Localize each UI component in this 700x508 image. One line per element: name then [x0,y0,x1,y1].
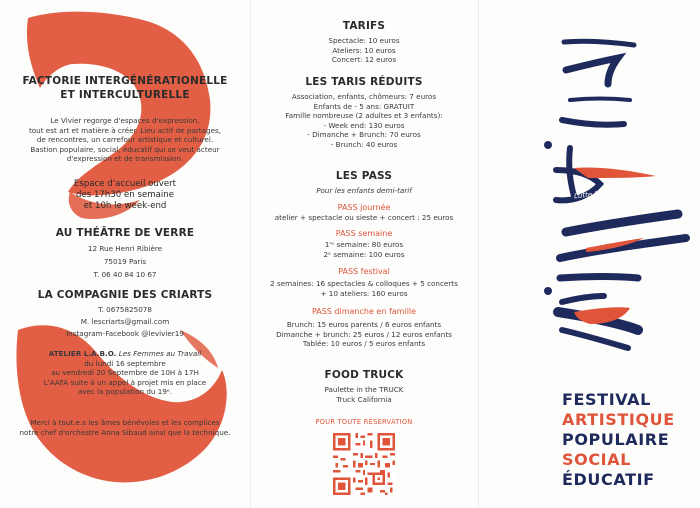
pass-dimanche-list [250,320,478,349]
intro-line: de rencontres, un carrefour artistique et culturel. [36,135,214,145]
atelier-line: avec la population du 19ᵉ. [77,387,173,397]
pass-dimanche-title: PASS dimanche en famille [311,307,417,316]
tarifs-list [250,36,478,65]
festival-word: SOCIAL [562,450,631,469]
venue-street: 12 Rue Henri Ribière [87,244,163,253]
company-social[interactable]: Instagram-Facebook @levivier19 [66,329,184,338]
company-contact [0,304,250,340]
reduced-rate-item: Enfants de - 5 ans: GRATUIT [313,101,415,111]
pass-festival-list [250,279,478,298]
venue-city: 75019 Paris [103,257,147,266]
hours-line: des 17h30 en semaine [76,190,174,200]
food-truck-list [250,385,478,404]
factorie-heading-line2: ET INTERCULTURELLE [60,89,190,101]
intro-line: tout est art et matière à créer. Lieu actif de partages, [28,125,222,135]
thanks-line: Merci à tout.e.s les âmes bénévoles et les complices [30,418,220,427]
pass-semaine-item: 1ʳᵉ semaine: 80 euros [324,240,404,249]
pass-festival-item: 2 semaines: 16 spectacles & colloques + 5 concerts [270,279,458,288]
intro-line: Le Vivier regorge d'espaces d'expression, [50,116,200,125]
pass-heading: LES PASS [335,170,393,182]
pass-semaine-item: 2ᵉ semaine: 100 euros [323,249,405,259]
food-truck-item: Truck California [336,394,392,404]
tarif-item: Ateliers: 10 euros [332,45,396,55]
festival-word: ARTISTIQUE [562,410,675,429]
left-panel [0,0,250,508]
reduced-rate-item: - Dimanche + Brunch: 70 euros [307,130,421,140]
reduced-rate-item: - Week end: 130 euros [323,120,405,130]
food-truck-item: Paulette in the TRUCK [324,385,404,394]
company-heading: LA COMPAGNIE DES CRIARTS [37,289,213,301]
food-truck-heading: FOOD TRUCK [324,369,404,381]
tarif-item: Concert: 12 euros [331,55,397,65]
opening-hours [0,179,250,212]
logo-tagline: Lutte Engagée [573,187,626,201]
hours-line: Espace d'accueil ouvert [73,179,177,189]
tarifs-heading: TARIFS [342,20,386,32]
atelier-line: au vendredi 20 Septembre de 10H à 17H [51,368,199,378]
reduced-rate-item: Association, enfants, chômeurs: 7 euros [291,92,437,101]
atelier-name: ATELIER L.A.B.O. [48,349,117,358]
thanks-paragraph [0,418,250,437]
venue-address [0,242,250,281]
pass-festival-item: + 10 ateliers: 160 euros [320,288,408,298]
intro-line: d'expression et de transmission. [66,154,184,164]
reduced-rates-heading: LES TARIS RÉDUITS [305,76,423,88]
company-email[interactable]: M. lescriarts@gmail.com [80,317,170,326]
hours-line: et 10h le week-end [83,201,167,211]
intro-line: Bastion populaire, social, éducatif qui se veut acteur [30,144,220,154]
reduced-rate-item: - Brunch: 40 euros [330,139,398,149]
pass-journee-title: PASS journée [337,203,391,212]
reservation-label: POUR TOUTE RÉSERVATION [315,418,413,426]
festival-word: POPULAIRE [562,430,670,449]
company-phone: T. 0675825078 [98,305,152,314]
tarif-item: Spectacle: 10 euros [328,36,400,45]
pass-semaine-title: PASS semaine [335,229,393,238]
pass-dimanche-item: Dimanche + brunch: 25 euros / 12 euros enfants [276,329,452,339]
atelier-line: du lundi 16 septembre [84,358,166,368]
atelier-line: L'AAFA suite à un appel à projet mis en place [43,377,207,387]
atelier-block [0,349,250,397]
reduced-rates-list [250,92,478,150]
reduced-rate-item: Famille nombreuse (2 adultes et 3 enfants): [285,111,443,121]
atelier-title: Les Femmes au Travail [118,349,202,358]
right-panel [478,0,700,508]
venue-heading: AU THÉÂTRE DE VERRE [55,227,195,239]
pass-subtitle: Pour les enfants demi-tarif [316,186,412,195]
festival-word: FESTIVAL [562,390,651,409]
intro-paragraph [0,116,250,164]
venue-phone: T. 06 40 84 10 67 [93,270,157,279]
factorie-heading-line1: FACTORIE INTERGÉNÉRATIONELLE [22,75,228,87]
pass-journee-text: atelier + spectacle ou sieste + concert : 25 euros [274,213,454,222]
thanks-line: notre chef d'orchestre Anna Sibaud ainsi que la technique. [19,427,231,437]
qr-code[interactable] [333,433,395,495]
festival-word: ÉDUCATIF [562,470,655,489]
pass-dimanche-item: Brunch: 15 euros parents / 6 euros enfants [286,320,442,329]
pass-semaine-list [250,240,478,259]
pass-festival-title: PASS festival [338,267,390,276]
factorie-heading [0,74,250,102]
middle-panel [250,0,478,508]
pass-dimanche-item: Tablée: 10 euros / 5 euros enfants [302,339,426,349]
